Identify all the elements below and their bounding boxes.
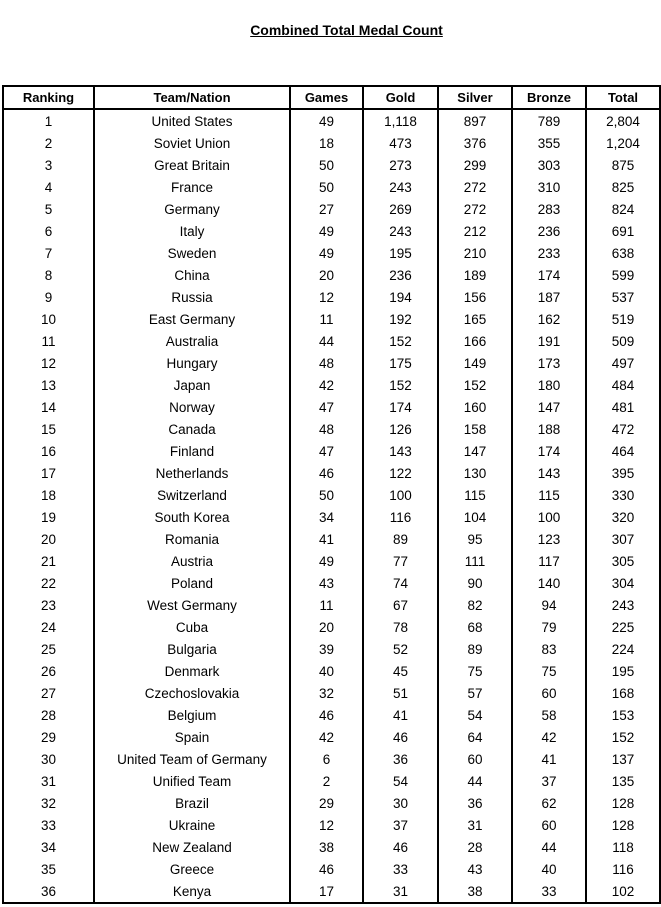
team-nation-cell: Canada (94, 418, 290, 440)
bronze-cell: 191 (512, 330, 586, 352)
silver-cell: 89 (438, 638, 512, 660)
gold-cell: 51 (363, 682, 438, 704)
team-nation-cell: West Germany (94, 594, 290, 616)
bronze-cell: 37 (512, 770, 586, 792)
ranking-cell: 11 (3, 330, 94, 352)
table-body (3, 109, 660, 903)
ranking-cell: 2 (3, 132, 94, 154)
bronze-cell: 310 (512, 176, 586, 198)
bronze-cell: 162 (512, 308, 586, 330)
team-nation-cell: Netherlands (94, 462, 290, 484)
total-cell: 135 (586, 770, 660, 792)
gold-cell: 126 (363, 418, 438, 440)
ranking-cell: 32 (3, 792, 94, 814)
gold-cell: 41 (363, 704, 438, 726)
table-row (3, 396, 660, 418)
team-nation-cell: Cuba (94, 616, 290, 638)
team-nation-cell: Czechoslovakia (94, 682, 290, 704)
gold-cell: 1,118 (363, 109, 438, 132)
games-cell: 49 (290, 220, 363, 242)
bronze-cell: 174 (512, 264, 586, 286)
ranking-cell: 3 (3, 154, 94, 176)
games-cell: 49 (290, 242, 363, 264)
total-cell: 116 (586, 858, 660, 880)
total-cell: 2,804 (586, 109, 660, 132)
total-cell: 153 (586, 704, 660, 726)
silver-cell: 60 (438, 748, 512, 770)
team-nation-cell: Switzerland (94, 484, 290, 506)
games-cell: 12 (290, 814, 363, 836)
total-cell: 825 (586, 176, 660, 198)
silver-cell: 75 (438, 660, 512, 682)
table-row (3, 440, 660, 462)
table-row (3, 792, 660, 814)
ranking-cell: 34 (3, 836, 94, 858)
total-cell: 307 (586, 528, 660, 550)
silver-cell: 28 (438, 836, 512, 858)
team-nation-cell: Denmark (94, 660, 290, 682)
table-row (3, 814, 660, 836)
silver-cell: 82 (438, 594, 512, 616)
bronze-cell: 173 (512, 352, 586, 374)
games-cell: 46 (290, 858, 363, 880)
column-header-bronze: Bronze (512, 86, 586, 109)
gold-cell: 174 (363, 396, 438, 418)
silver-cell: 165 (438, 308, 512, 330)
games-cell: 47 (290, 440, 363, 462)
bronze-cell: 789 (512, 109, 586, 132)
games-cell: 41 (290, 528, 363, 550)
table-row (3, 638, 660, 660)
table-row (3, 506, 660, 528)
table-row (3, 154, 660, 176)
ranking-cell: 22 (3, 572, 94, 594)
team-nation-cell: Romania (94, 528, 290, 550)
games-cell: 12 (290, 286, 363, 308)
games-cell: 39 (290, 638, 363, 660)
total-cell: 128 (586, 814, 660, 836)
silver-cell: 44 (438, 770, 512, 792)
team-nation-cell: Russia (94, 286, 290, 308)
table-row (3, 572, 660, 594)
bronze-cell: 236 (512, 220, 586, 242)
total-cell: 537 (586, 286, 660, 308)
bronze-cell: 123 (512, 528, 586, 550)
table-row (3, 880, 660, 903)
bronze-cell: 60 (512, 682, 586, 704)
ranking-cell: 8 (3, 264, 94, 286)
ranking-cell: 33 (3, 814, 94, 836)
silver-cell: 156 (438, 286, 512, 308)
silver-cell: 158 (438, 418, 512, 440)
gold-cell: 243 (363, 220, 438, 242)
ranking-cell: 16 (3, 440, 94, 462)
team-nation-cell: Japan (94, 374, 290, 396)
gold-cell: 31 (363, 880, 438, 903)
games-cell: 49 (290, 109, 363, 132)
gold-cell: 152 (363, 374, 438, 396)
team-nation-cell: Greece (94, 858, 290, 880)
table-row (3, 858, 660, 880)
silver-cell: 90 (438, 572, 512, 594)
table-row (3, 286, 660, 308)
ranking-cell: 15 (3, 418, 94, 440)
table-row (3, 462, 660, 484)
silver-cell: 152 (438, 374, 512, 396)
total-cell: 519 (586, 308, 660, 330)
gold-cell: 33 (363, 858, 438, 880)
bronze-cell: 94 (512, 594, 586, 616)
ranking-cell: 26 (3, 660, 94, 682)
silver-cell: 104 (438, 506, 512, 528)
total-cell: 243 (586, 594, 660, 616)
total-cell: 137 (586, 748, 660, 770)
gold-cell: 236 (363, 264, 438, 286)
bronze-cell: 174 (512, 440, 586, 462)
silver-cell: 68 (438, 616, 512, 638)
games-cell: 20 (290, 616, 363, 638)
ranking-cell: 30 (3, 748, 94, 770)
table-row (3, 109, 660, 132)
gold-cell: 143 (363, 440, 438, 462)
games-cell: 46 (290, 462, 363, 484)
table-row (3, 374, 660, 396)
gold-cell: 269 (363, 198, 438, 220)
ranking-cell: 4 (3, 176, 94, 198)
total-cell: 305 (586, 550, 660, 572)
team-nation-cell: Great Britain (94, 154, 290, 176)
silver-cell: 36 (438, 792, 512, 814)
games-cell: 32 (290, 682, 363, 704)
games-cell: 11 (290, 594, 363, 616)
bronze-cell: 180 (512, 374, 586, 396)
ranking-cell: 13 (3, 374, 94, 396)
team-nation-cell: Brazil (94, 792, 290, 814)
silver-cell: 160 (438, 396, 512, 418)
gold-cell: 116 (363, 506, 438, 528)
table-row (3, 308, 660, 330)
gold-cell: 473 (363, 132, 438, 154)
total-cell: 118 (586, 836, 660, 858)
games-cell: 49 (290, 550, 363, 572)
silver-cell: 376 (438, 132, 512, 154)
table-row (3, 704, 660, 726)
team-nation-cell: Sweden (94, 242, 290, 264)
ranking-cell: 25 (3, 638, 94, 660)
total-cell: 509 (586, 330, 660, 352)
games-cell: 50 (290, 154, 363, 176)
silver-cell: 64 (438, 726, 512, 748)
games-cell: 34 (290, 506, 363, 528)
team-nation-cell: Austria (94, 550, 290, 572)
ranking-cell: 7 (3, 242, 94, 264)
bronze-cell: 303 (512, 154, 586, 176)
games-cell: 11 (290, 308, 363, 330)
gold-cell: 46 (363, 836, 438, 858)
column-header-silver: Silver (438, 86, 512, 109)
bronze-cell: 40 (512, 858, 586, 880)
bronze-cell: 115 (512, 484, 586, 506)
gold-cell: 45 (363, 660, 438, 682)
column-header-team-nation: Team/Nation (94, 86, 290, 109)
table-row (3, 176, 660, 198)
gold-cell: 30 (363, 792, 438, 814)
team-nation-cell: China (94, 264, 290, 286)
table-row (3, 770, 660, 792)
table-row (3, 660, 660, 682)
bronze-cell: 33 (512, 880, 586, 903)
total-cell: 102 (586, 880, 660, 903)
column-header-games: Games (290, 86, 363, 109)
total-cell: 304 (586, 572, 660, 594)
team-nation-cell: Norway (94, 396, 290, 418)
silver-cell: 299 (438, 154, 512, 176)
gold-cell: 37 (363, 814, 438, 836)
ranking-cell: 21 (3, 550, 94, 572)
gold-cell: 54 (363, 770, 438, 792)
total-cell: 1,204 (586, 132, 660, 154)
bronze-cell: 62 (512, 792, 586, 814)
silver-cell: 210 (438, 242, 512, 264)
team-nation-cell: United States (94, 109, 290, 132)
total-cell: 638 (586, 242, 660, 264)
bronze-cell: 233 (512, 242, 586, 264)
table-row (3, 264, 660, 286)
ranking-cell: 23 (3, 594, 94, 616)
silver-cell: 272 (438, 176, 512, 198)
gold-cell: 77 (363, 550, 438, 572)
total-cell: 481 (586, 396, 660, 418)
team-nation-cell: Soviet Union (94, 132, 290, 154)
ranking-cell: 27 (3, 682, 94, 704)
gold-cell: 52 (363, 638, 438, 660)
silver-cell: 31 (438, 814, 512, 836)
table-row (3, 726, 660, 748)
total-cell: 484 (586, 374, 660, 396)
gold-cell: 273 (363, 154, 438, 176)
ranking-cell: 17 (3, 462, 94, 484)
ranking-cell: 24 (3, 616, 94, 638)
games-cell: 38 (290, 836, 363, 858)
silver-cell: 95 (438, 528, 512, 550)
gold-cell: 67 (363, 594, 438, 616)
gold-cell: 78 (363, 616, 438, 638)
team-nation-cell: Belgium (94, 704, 290, 726)
bronze-cell: 100 (512, 506, 586, 528)
table-row (3, 242, 660, 264)
ranking-cell: 20 (3, 528, 94, 550)
column-header-gold: Gold (363, 86, 438, 109)
total-cell: 497 (586, 352, 660, 374)
silver-cell: 111 (438, 550, 512, 572)
team-nation-cell: Kenya (94, 880, 290, 903)
bronze-cell: 44 (512, 836, 586, 858)
team-nation-cell: Unified Team (94, 770, 290, 792)
games-cell: 47 (290, 396, 363, 418)
table-row (3, 682, 660, 704)
table-row (3, 748, 660, 770)
table-row (3, 484, 660, 506)
bronze-cell: 187 (512, 286, 586, 308)
silver-cell: 212 (438, 220, 512, 242)
games-cell: 50 (290, 176, 363, 198)
ranking-cell: 5 (3, 198, 94, 220)
ranking-cell: 1 (3, 109, 94, 132)
total-cell: 195 (586, 660, 660, 682)
bronze-cell: 58 (512, 704, 586, 726)
ranking-cell: 10 (3, 308, 94, 330)
total-cell: 225 (586, 616, 660, 638)
table-row (3, 550, 660, 572)
ranking-cell: 29 (3, 726, 94, 748)
games-cell: 44 (290, 330, 363, 352)
table-row (3, 198, 660, 220)
bronze-cell: 355 (512, 132, 586, 154)
ranking-cell: 6 (3, 220, 94, 242)
silver-cell: 57 (438, 682, 512, 704)
team-nation-cell: Bulgaria (94, 638, 290, 660)
bronze-cell: 147 (512, 396, 586, 418)
games-cell: 43 (290, 572, 363, 594)
total-cell: 128 (586, 792, 660, 814)
games-cell: 6 (290, 748, 363, 770)
ranking-cell: 31 (3, 770, 94, 792)
silver-cell: 38 (438, 880, 512, 903)
gold-cell: 74 (363, 572, 438, 594)
games-cell: 46 (290, 704, 363, 726)
table-row (3, 836, 660, 858)
table-row (3, 418, 660, 440)
total-cell: 168 (586, 682, 660, 704)
total-cell: 691 (586, 220, 660, 242)
silver-cell: 272 (438, 198, 512, 220)
silver-cell: 43 (438, 858, 512, 880)
ranking-cell: 12 (3, 352, 94, 374)
table-row (3, 528, 660, 550)
total-cell: 824 (586, 198, 660, 220)
bronze-cell: 143 (512, 462, 586, 484)
team-nation-cell: Finland (94, 440, 290, 462)
gold-cell: 36 (363, 748, 438, 770)
ranking-cell: 36 (3, 880, 94, 903)
bronze-cell: 42 (512, 726, 586, 748)
silver-cell: 54 (438, 704, 512, 726)
total-cell: 472 (586, 418, 660, 440)
games-cell: 42 (290, 726, 363, 748)
column-header-ranking: Ranking (3, 86, 94, 109)
table-row (3, 616, 660, 638)
games-cell: 17 (290, 880, 363, 903)
ranking-cell: 18 (3, 484, 94, 506)
gold-cell: 89 (363, 528, 438, 550)
silver-cell: 166 (438, 330, 512, 352)
ranking-cell: 35 (3, 858, 94, 880)
table-row (3, 352, 660, 374)
table-row (3, 330, 660, 352)
silver-cell: 149 (438, 352, 512, 374)
gold-cell: 100 (363, 484, 438, 506)
silver-cell: 147 (438, 440, 512, 462)
team-nation-cell: Australia (94, 330, 290, 352)
games-cell: 40 (290, 660, 363, 682)
ranking-cell: 28 (3, 704, 94, 726)
ranking-cell: 19 (3, 506, 94, 528)
ranking-cell: 14 (3, 396, 94, 418)
total-cell: 599 (586, 264, 660, 286)
games-cell: 48 (290, 418, 363, 440)
total-cell: 320 (586, 506, 660, 528)
table-row (3, 220, 660, 242)
games-cell: 18 (290, 132, 363, 154)
gold-cell: 195 (363, 242, 438, 264)
gold-cell: 46 (363, 726, 438, 748)
bronze-cell: 117 (512, 550, 586, 572)
gold-cell: 175 (363, 352, 438, 374)
team-nation-cell: Italy (94, 220, 290, 242)
table-row (3, 594, 660, 616)
gold-cell: 194 (363, 286, 438, 308)
games-cell: 29 (290, 792, 363, 814)
gold-cell: 122 (363, 462, 438, 484)
team-nation-cell: Hungary (94, 352, 290, 374)
games-cell: 42 (290, 374, 363, 396)
team-nation-cell: France (94, 176, 290, 198)
team-nation-cell: Ukraine (94, 814, 290, 836)
bronze-cell: 60 (512, 814, 586, 836)
team-nation-cell: Spain (94, 726, 290, 748)
bronze-cell: 75 (512, 660, 586, 682)
team-nation-cell: Poland (94, 572, 290, 594)
ranking-cell: 9 (3, 286, 94, 308)
team-nation-cell: United Team of Germany (94, 748, 290, 770)
medal-table (2, 85, 659, 904)
games-cell: 27 (290, 198, 363, 220)
silver-cell: 130 (438, 462, 512, 484)
bronze-cell: 283 (512, 198, 586, 220)
bronze-cell: 41 (512, 748, 586, 770)
games-cell: 50 (290, 484, 363, 506)
total-cell: 330 (586, 484, 660, 506)
games-cell: 48 (290, 352, 363, 374)
silver-cell: 189 (438, 264, 512, 286)
total-cell: 224 (586, 638, 660, 660)
team-nation-cell: South Korea (94, 506, 290, 528)
gold-cell: 243 (363, 176, 438, 198)
gold-cell: 192 (363, 308, 438, 330)
table-row (3, 132, 660, 154)
total-cell: 464 (586, 440, 660, 462)
bronze-cell: 140 (512, 572, 586, 594)
gold-cell: 152 (363, 330, 438, 352)
total-cell: 875 (586, 154, 660, 176)
total-cell: 152 (586, 726, 660, 748)
team-nation-cell: East Germany (94, 308, 290, 330)
team-nation-cell: Germany (94, 198, 290, 220)
bronze-cell: 83 (512, 638, 586, 660)
bronze-cell: 79 (512, 616, 586, 638)
team-nation-cell: New Zealand (94, 836, 290, 858)
page-title: Combined Total Medal Count (250, 22, 443, 38)
silver-cell: 115 (438, 484, 512, 506)
games-cell: 20 (290, 264, 363, 286)
silver-cell: 897 (438, 109, 512, 132)
games-cell: 2 (290, 770, 363, 792)
bronze-cell: 188 (512, 418, 586, 440)
header-row (3, 86, 660, 109)
column-header-total: Total (586, 86, 660, 109)
total-cell: 395 (586, 462, 660, 484)
